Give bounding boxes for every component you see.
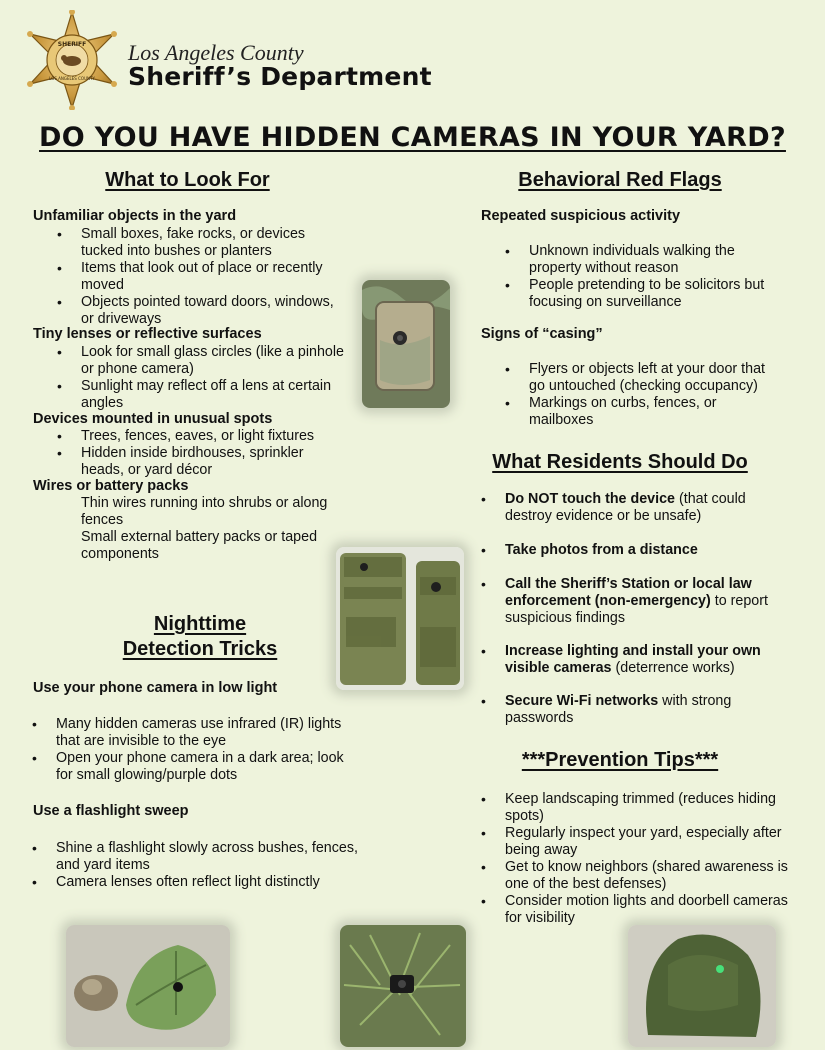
page-title: DO YOU HAVE HIDDEN CAMERAS IN YOUR YARD? [39, 122, 786, 153]
list-item [505, 542, 795, 559]
item-bold-text: Increase lighting and install your own visible cameras [505, 643, 761, 676]
list-item: • Keep landscaping trimmed (reduces hiding spots) [505, 791, 790, 825]
group-title-flashlight-sweep: Use a flashlight sweep [33, 803, 189, 819]
item-text: (that could destroy evidence or be unsafe) [505, 491, 746, 524]
list-signs-of-casing [529, 361, 784, 429]
heading-line: Detection Tricks [122, 638, 278, 660]
group-title-unfamiliar-objects: Unfamiliar objects in the yard [33, 208, 237, 224]
list-unusual-spots [81, 428, 346, 479]
moss-camera-illustration [628, 925, 776, 1047]
list-item: • Many hidden cameras use infrared (IR) lights that are invisible to the eye [56, 716, 356, 750]
sheriff-star-badge-logo [22, 10, 122, 110]
heading-behavioral-red-flags: Behavioral Red Flags [518, 169, 722, 191]
group-title-unusual-spots: Devices mounted in unusual spots [33, 411, 273, 427]
list-item: • Small boxes, fake rocks, or devices tucked into bushes or planters [81, 226, 346, 260]
list-phone-camera [56, 716, 356, 784]
item-bold-text: Do NOT touch the device [505, 491, 675, 507]
list-item: • Flyers or objects left at your door that go untouched (checking occupancy) [529, 361, 784, 395]
list-item: • Regularly inspect your yard, especially after being away [505, 825, 790, 859]
list-item: • Sunlight may reflect off a lens at certain angles [81, 378, 346, 412]
list-prevention-tips [505, 791, 790, 927]
list-item: • Camera lenses often reflect light distinctly [56, 874, 371, 891]
group-title-repeated-activity: Repeated suspicious activity [481, 208, 681, 224]
heading-line: Nighttime [153, 613, 247, 635]
agency-county-name: Los Angeles County [128, 40, 304, 65]
item-text: to report suspicious findings [505, 593, 768, 626]
photo-camouflaged-camera-pair [336, 547, 464, 690]
heading-what-to-look-for: What to Look For [105, 169, 270, 191]
list-item [505, 491, 795, 525]
list-item: • Unknown individuals walking the property without reason [529, 243, 784, 277]
list-item: • Shine a flashlight slowly across bushes, fences, and yard items [56, 840, 371, 874]
list-repeated-activity [529, 243, 784, 311]
heading-prevention-tips: ***Prevention Tips*** [521, 749, 719, 771]
list-item: • Consider motion lights and doorbell cameras for visibility [505, 893, 790, 927]
item-bold-text: Secure Wi-Fi networks [505, 693, 659, 709]
item-text: with strong passwords [505, 693, 732, 726]
group-title-signs-of-casing: Signs of “casing” [481, 326, 603, 342]
list-item: • Look for small glass circles (like a pinhole or phone camera) [81, 344, 346, 378]
photo-fake-rock-and-leaf [66, 925, 230, 1047]
list-tiny-lenses [81, 344, 346, 412]
list-item [505, 643, 795, 677]
list-wires-battery [81, 495, 346, 561]
item-bold-text: Take photos from a distance [505, 542, 698, 558]
camera-box-illustration [362, 280, 450, 408]
rock-leaf-illustration [66, 925, 230, 1047]
list-item: • Hidden inside birdhouses, sprinkler heads, or yard décor [81, 445, 346, 479]
photo-moss-covered-camera [628, 925, 776, 1047]
list-item: • Markings on curbs, fences, or mailboxes [529, 395, 784, 429]
heading-what-residents-should-do: What Residents Should Do [492, 451, 748, 473]
list-item: • Get to know neighbors (shared awareness is one of the best defenses) [505, 859, 790, 893]
badge-text-bottom: LOS ANGELES COUNTY [49, 76, 95, 81]
heading-nighttime-detection [90, 612, 310, 662]
list-item [505, 693, 795, 727]
list-item [505, 576, 795, 627]
list-unfamiliar-objects [81, 226, 346, 328]
agency-department-name: Sheriff’s Department [128, 62, 432, 91]
grass-camera-illustration [340, 925, 466, 1047]
group-title-tiny-lenses: Tiny lenses or reflective surfaces [33, 326, 262, 342]
list-item: • Trees, fences, eaves, or light fixtures [81, 428, 346, 445]
list-flashlight-sweep [56, 840, 371, 891]
list-item: • People pretending to be solicitors but focusing on surveillance [529, 277, 784, 311]
badge-text-top: SHERIFF [57, 41, 87, 48]
list-item: • Thin wires running into shrubs or along fences [81, 495, 346, 529]
photo-camouflaged-camera-box [362, 280, 450, 408]
list-item: • Small external battery packs or taped components [81, 529, 346, 561]
list-item: • Items that look out of place or recently moved [81, 260, 346, 294]
group-title-phone-camera: Use your phone camera in low light [33, 680, 278, 696]
list-item: • Objects pointed toward doors, windows, or driveways [81, 294, 346, 328]
item-bold-text: Call the Sheriff’s Station or local law enforcement (non-emergency) [505, 576, 752, 609]
group-title-wires-battery: Wires or battery packs [33, 478, 189, 494]
list-item: • Open your phone camera in a dark area; look for small glowing/purple dots [56, 750, 356, 784]
camera-pair-illustration [336, 547, 464, 690]
list-residents-actions [505, 491, 795, 727]
item-text: (deterrence works) [611, 660, 735, 676]
photo-grass-camera [340, 925, 466, 1047]
